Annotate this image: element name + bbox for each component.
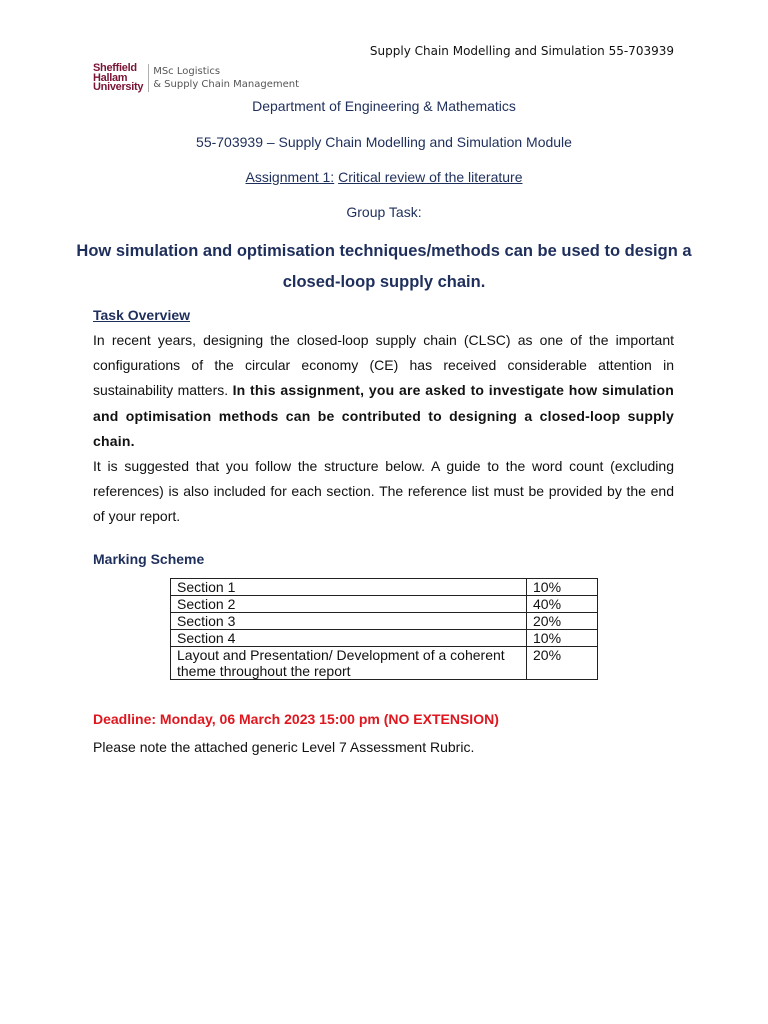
running-header: Supply Chain Modelling and Simulation 55-703939: [369, 44, 674, 58]
table-row: Section 1 10%: [171, 579, 598, 596]
main-title: How simulation and optimisation techniques/methods can be used to design a closed-loop supply chain.: [76, 242, 692, 291]
assignment-line: [0, 169, 768, 185]
assignment-title: Critical review of the literature: [338, 169, 523, 185]
table-row: Section 3 20%: [171, 613, 598, 630]
marking-scheme-table: [170, 578, 598, 680]
department-name: Department of Engineering & Mathematics: [252, 98, 516, 114]
table-row: Section 2 40%: [171, 596, 598, 613]
assignment-label: Assignment 1:: [245, 169, 335, 185]
university-logo: [93, 64, 299, 93]
rubric-note: Please note the attached generic Level 7 Assessment Rubric.: [93, 739, 475, 755]
group-task-label: Group Task:: [346, 204, 422, 220]
task-overview-paragraph: In recent years, designing the closed-loop supply chain (CLSC) as one of the important configurations of the circular economy (CE) has received considerable attention in sustainability matters. In this assignment, you are asked to investigate how simulation and optimisation methods can be contributed to designing a closed-loop supply chain.: [93, 332, 674, 449]
task-overview-heading: Task Overview: [93, 307, 191, 323]
logo-programme-name: MSc Logistics & Supply Chain Management: [153, 66, 300, 91]
logo-divider: [148, 64, 149, 92]
logo-university-name: Sheffield Hallam University: [93, 62, 144, 93]
task-overview-bold: In this assignment, you are asked to investigate how simulation and optimisation methods can be contributed to designing a closed-loop supply chain.: [93, 382, 674, 449]
deadline-text: Deadline: Monday, 06 March 2023 15:00 pm (NO EXTENSION): [93, 711, 499, 727]
structure-paragraph: It is suggested that you follow the structure below. A guide to the word count (excluding references) is also included for each section. The reference list must be provided by the end of your report.: [93, 458, 674, 525]
table-row: Section 4 10%: [171, 630, 598, 647]
table-row: Layout and Presentation/ Development of a coherent theme throughout the report 20%: [171, 647, 598, 680]
marking-scheme-heading: Marking Scheme: [93, 551, 205, 567]
module-line: 55-703939 – Supply Chain Modelling and Simulation Module: [196, 134, 572, 150]
